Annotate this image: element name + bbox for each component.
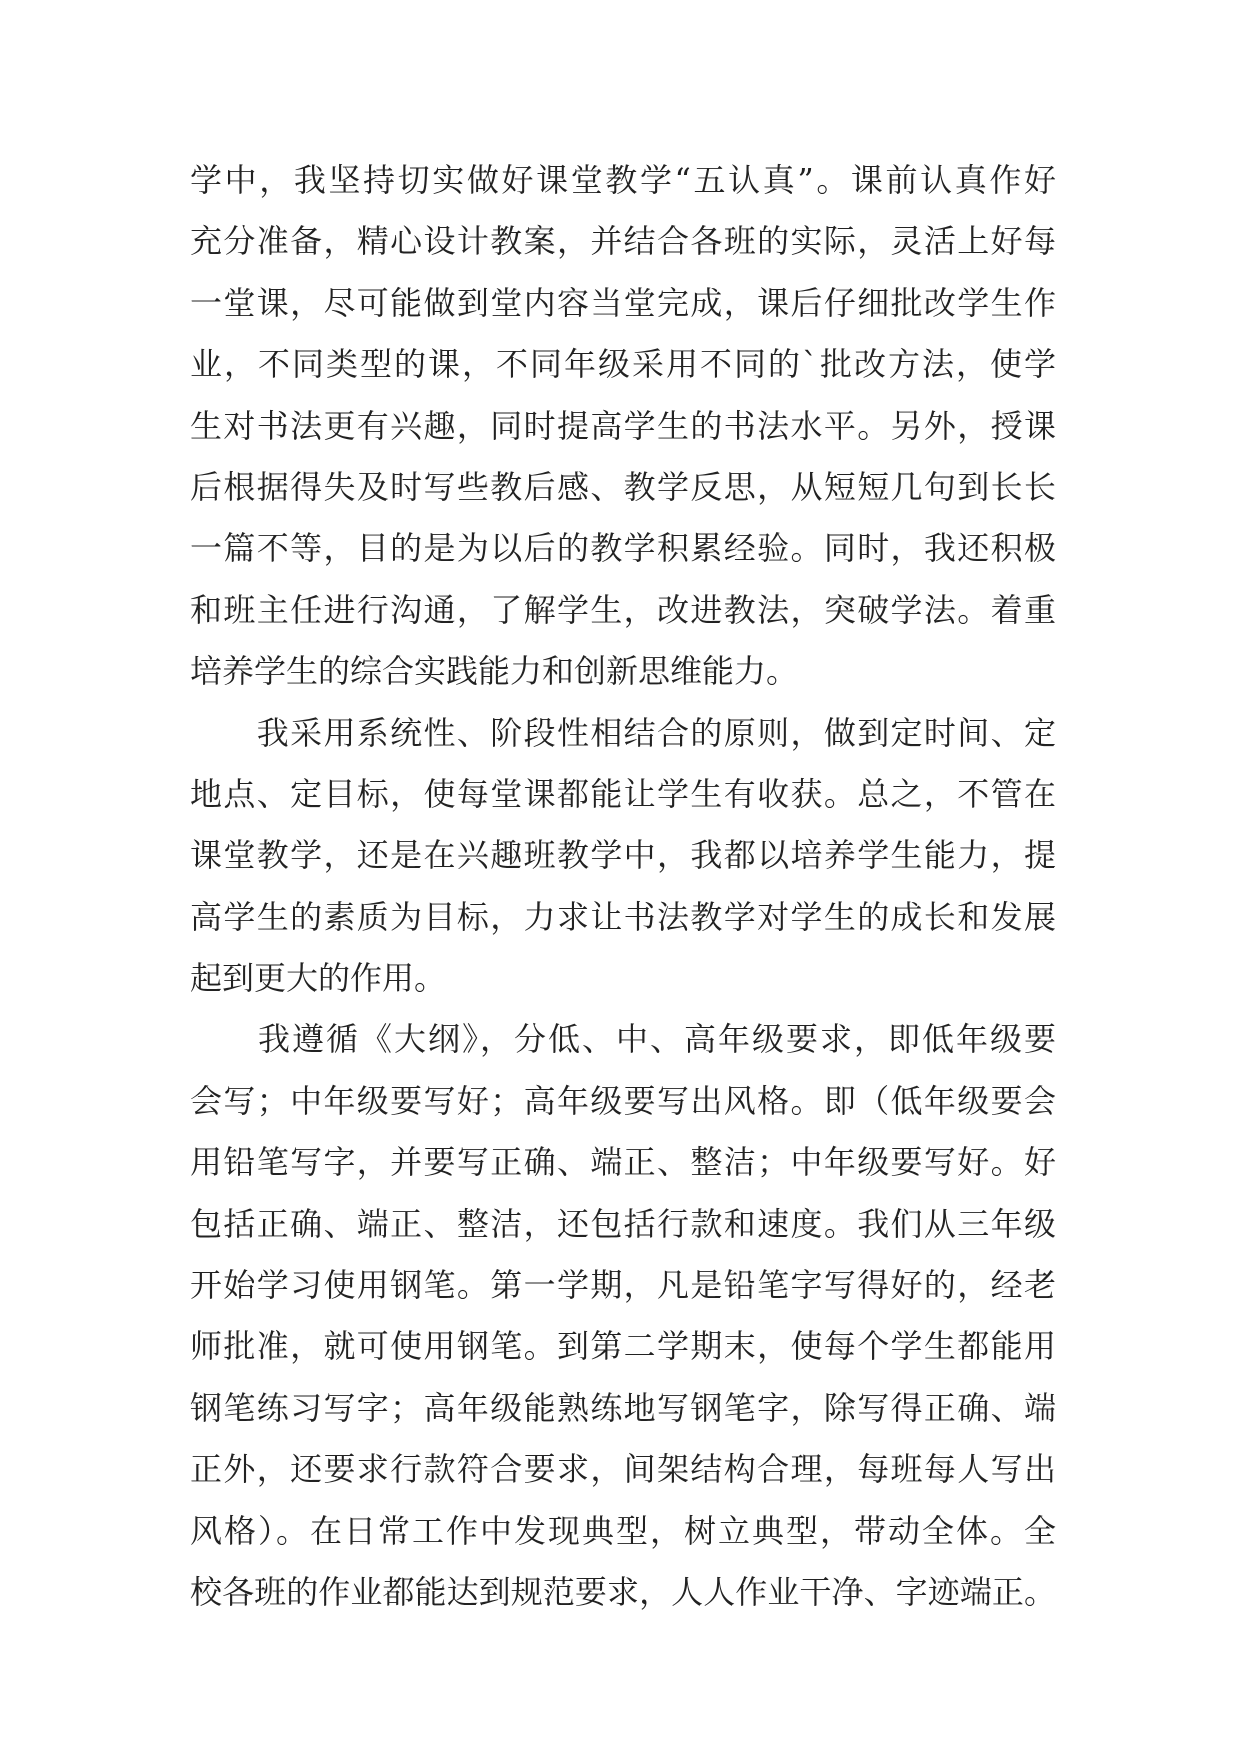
text-line: 钢笔练习写字；高年级能熟练地写钢笔字，除写得正确、端 (190, 1388, 1056, 1427)
text-line: 一篇不等，目的是为以后的教学积累经验。同时，我还积极 (190, 529, 1056, 568)
text-line: 起到更大的作用。 (190, 959, 447, 998)
text-line: 会写；中年级要写好；高年级要写出风格。即（低年级要会 (190, 1081, 1056, 1120)
text-line: 风格）。在日常工作中发现典型，树立典型，带动全体。全 (190, 1511, 1056, 1550)
text-line: 用铅笔写字，并要写正确、端正、整洁；中年级要写好。好 (190, 1143, 1056, 1182)
text-line: 我遵循《大纲》，分低、中、高年级要求，即低年级要 (190, 1020, 1056, 1059)
text-line: 师批准，就可使用钢笔。到第二学期末，使每个学生都能用 (190, 1327, 1056, 1366)
text-line: 包括正确、端正、整洁，还包括行款和速度。我们从三年级 (190, 1204, 1056, 1243)
text-line: 开始学习使用钢笔。第一学期，凡是铅笔字写得好的，经老 (190, 1266, 1056, 1305)
text-line: 后根据得失及时写些教后感、教学反思，从短短几句到长长 (190, 467, 1056, 506)
body-text (190, 150, 1056, 1623)
text-line: 高学生的素质为目标，力求让书法教学对学生的成长和发展 (190, 897, 1056, 936)
text-line: 正外，还要求行款符合要求，间架结构合理，每班每人写出 (190, 1450, 1056, 1489)
text-line: 地点、定目标，使每堂课都能让学生有收获。总之，不管在 (190, 774, 1056, 813)
text-line: 学中，我坚持切实做好课堂教学“五认真”。课前认真作好 (190, 161, 1056, 199)
text-line: 充分准备，精心设计教案，并结合各班的实际，灵活上好每 (190, 222, 1056, 261)
text-line: 校各班的作业都能达到规范要求，人人作业干净、字迹端正。 (190, 1572, 1056, 1611)
text-line: 一堂课，尽可能做到堂内容当堂完成，课后仔细批改学生作 (190, 283, 1056, 322)
text-line: 课堂教学，还是在兴趣班教学中，我都以培养学生能力，提 (190, 836, 1056, 875)
text-line: 业，不同类型的课，不同年级采用不同的`批改方法，使学 (190, 345, 1056, 384)
text-line: 培养学生的综合实践能力和创新思维能力。 (190, 652, 799, 691)
text-line: 生对书法更有兴趣，同时提高学生的书法水平。另外，授课 (190, 406, 1056, 445)
text-line: 和班主任进行沟通，了解学生，改进教法，突破学法。着重 (190, 590, 1056, 629)
text-line: 我采用系统性、阶段性相结合的原则，做到定时间、定 (190, 713, 1056, 752)
